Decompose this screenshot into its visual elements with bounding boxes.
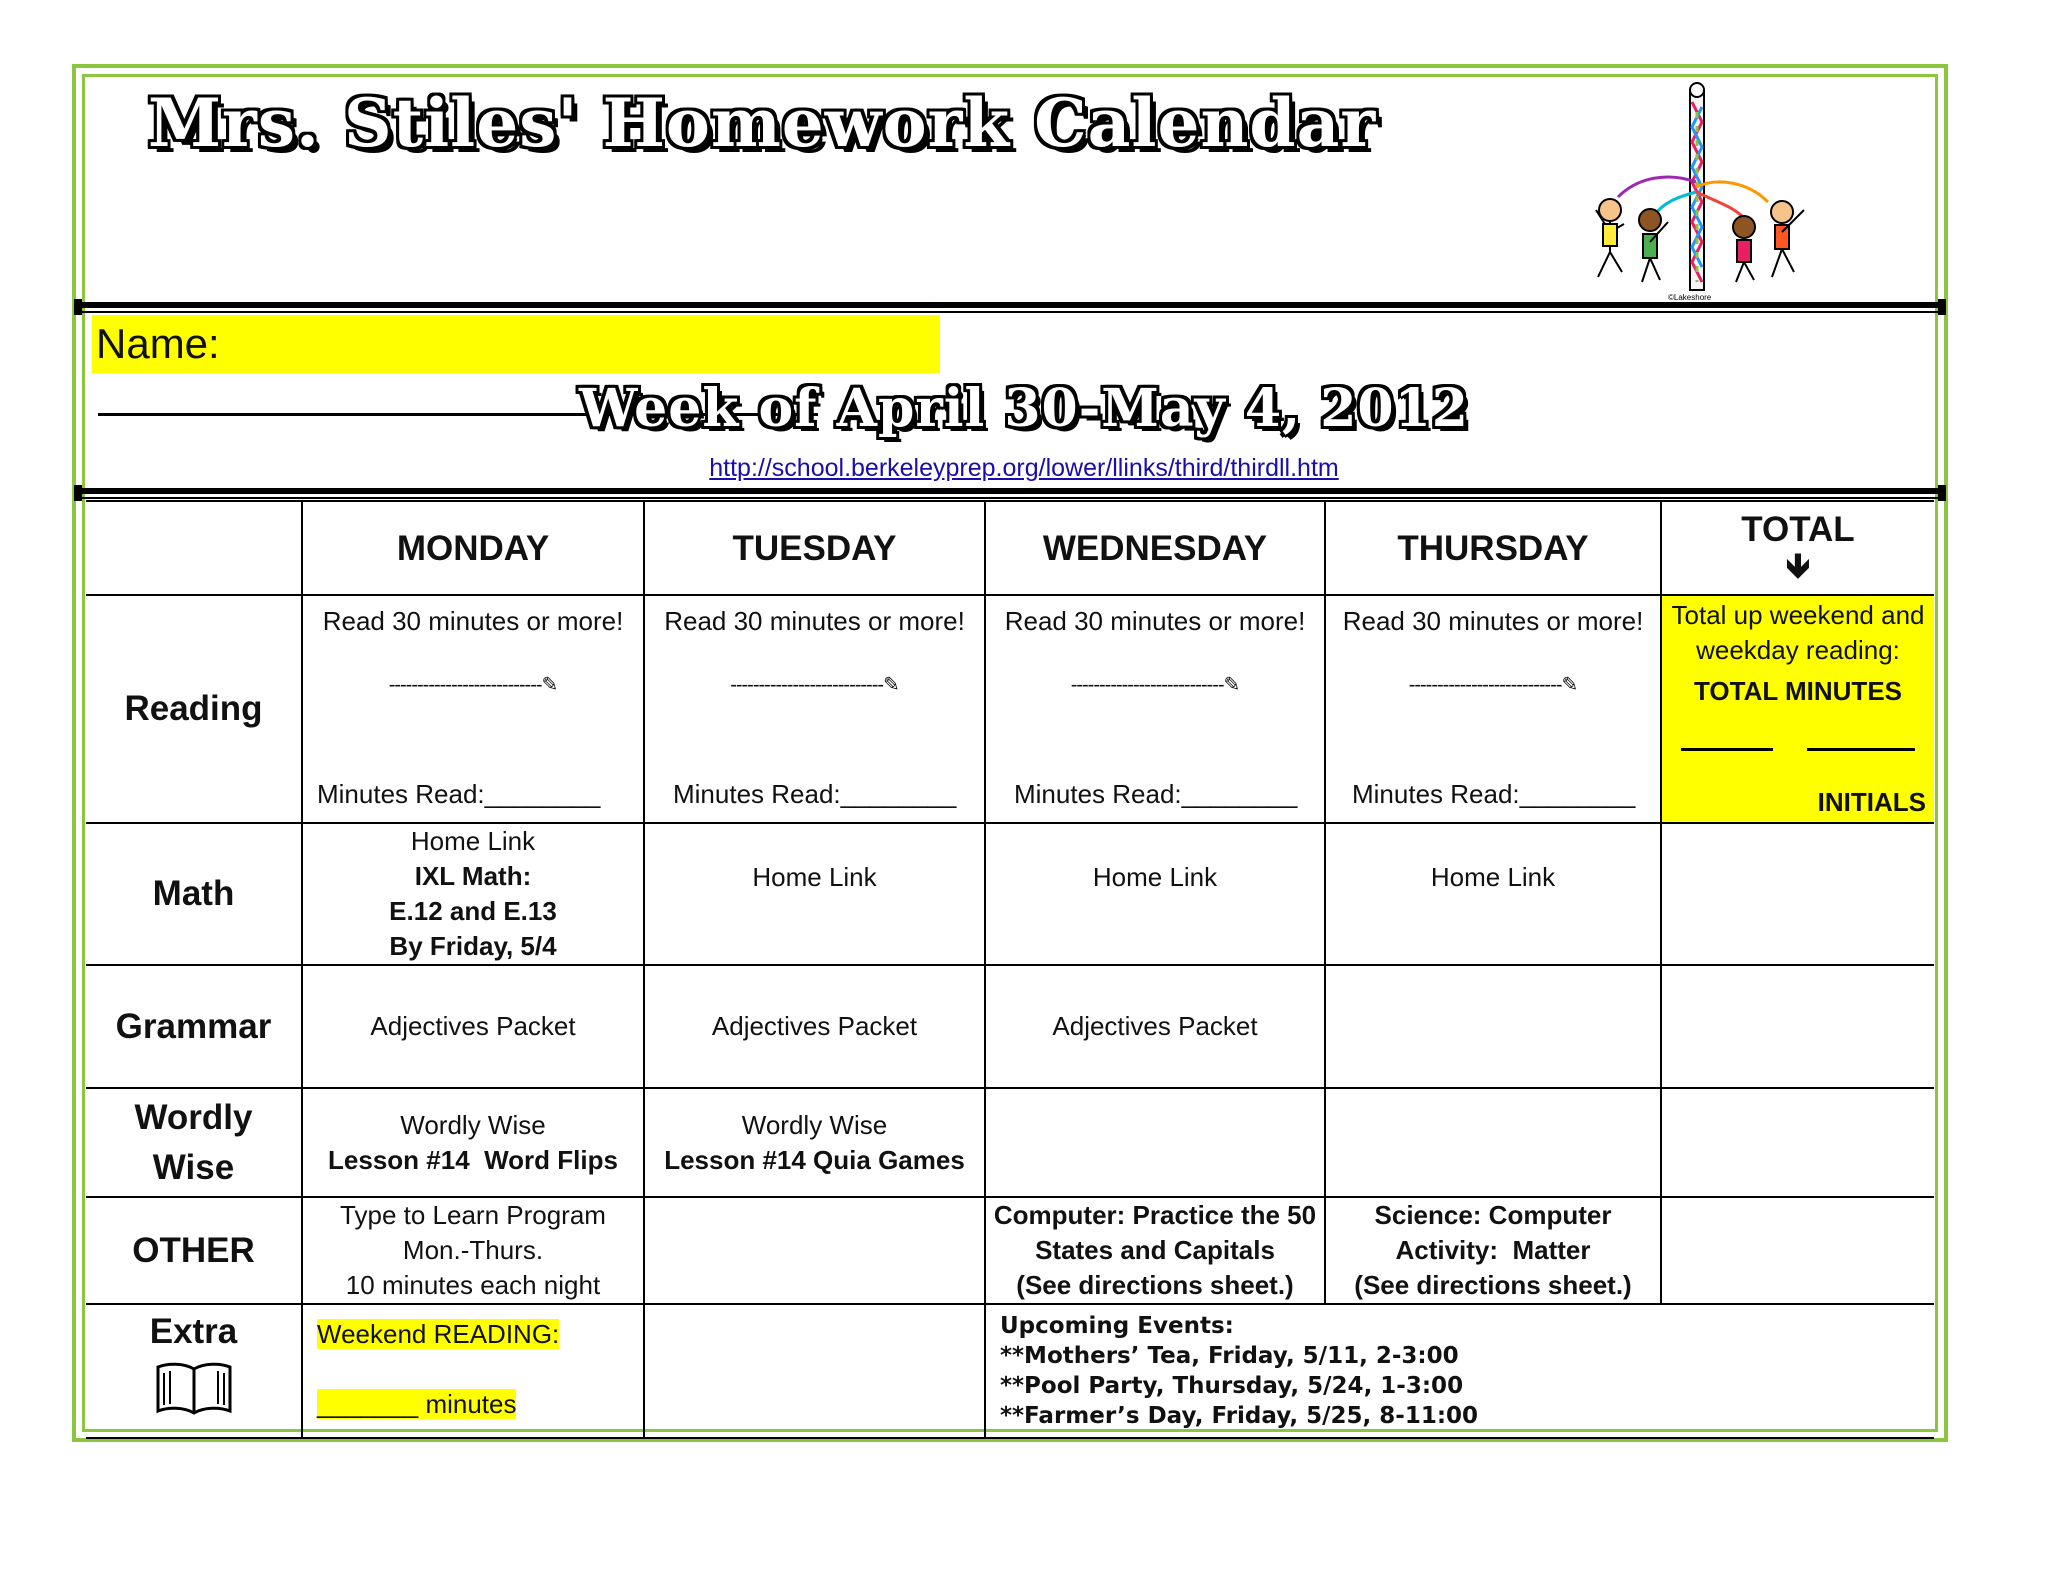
other-cell-monday [302, 1197, 644, 1304]
cell-text: By Friday, 5/4 [389, 931, 557, 961]
math-cell-tuesday [644, 823, 985, 965]
wordly-cell-thursday [1325, 1088, 1661, 1197]
initials-label: INITIALS [1817, 787, 1926, 817]
minutes-read-field[interactable]: Minutes Read:________ [673, 779, 957, 809]
upcoming-events [985, 1304, 1934, 1438]
cell-text: Adjectives Packet [370, 1011, 576, 1041]
image-credit: ©Lakeshore [1668, 293, 1712, 302]
open-book-icon [154, 1359, 234, 1419]
total-header [1661, 501, 1934, 595]
day-header-thursday: THURSDAY [1325, 501, 1661, 595]
cell-text: Type to Learn Program [340, 1200, 606, 1230]
pencil-icon: ✎ [1223, 674, 1240, 696]
reading-sign-line[interactable]: ---------------------------✎ [730, 674, 899, 696]
grammar-total-cell [1661, 965, 1934, 1088]
row-label-extra: Extra [86, 1304, 302, 1438]
cell-text: Mon.-Thurs. [402, 1235, 544, 1265]
extra-row [86, 1304, 1934, 1438]
cell-text: Adjectives Packet [711, 1011, 918, 1041]
pencil-icon: ✎ [883, 674, 899, 696]
other-total-cell [1661, 1197, 1934, 1304]
reading-link[interactable]: http://school.berkeleyprep.org/lower/llinks/third/thirdll.htm [709, 454, 1339, 482]
wordly-cell-wednesday [985, 1088, 1325, 1197]
row-label-grammar: Grammar [86, 965, 302, 1088]
event-item: **Pool Party, Thursday, 5/24, 1-3:00 [1000, 1373, 1464, 1399]
reading-cell-monday [302, 595, 644, 823]
math-cell-wednesday [985, 823, 1325, 965]
page-title: Mrs. Stiles' Homework Calendar [148, 84, 1377, 162]
other-cell-wednesday [985, 1197, 1325, 1304]
arrow-down-icon: 🡻 [1785, 547, 1811, 585]
reading-instruction: Read 30 minutes or more! [1342, 606, 1644, 636]
cell-text: Activity: Matter [1395, 1235, 1591, 1265]
day-header-wednesday: WEDNESDAY [985, 501, 1325, 595]
minutes-read-field[interactable]: Minutes Read:________ [1014, 779, 1298, 809]
divider-rule [74, 302, 1946, 308]
reading-sign-line[interactable]: ---------------------------✎ [1408, 674, 1578, 696]
homework-grid [86, 500, 1934, 1439]
week-title: Week of April 30-May 4, 2012 [579, 378, 1469, 439]
pencil-icon: ✎ [541, 674, 558, 696]
events-heading: Upcoming Events: [1000, 1313, 1234, 1339]
day-header-monday: MONDAY [302, 501, 644, 595]
row-label-wordly-wise: Wordly Wise [86, 1088, 302, 1197]
event-item: **Farmer’s Day, Friday, 5/25, 8-11:00 [1000, 1403, 1479, 1429]
wordly-cell-tuesday [644, 1088, 985, 1197]
reading-instruction: Read 30 minutes or more! [322, 606, 624, 636]
cell-text: (See directions sheet.) [1016, 1270, 1294, 1300]
header-row [86, 501, 1934, 595]
row-label-reading: Reading [86, 595, 302, 823]
cell-text: Science: Computer [1374, 1200, 1612, 1230]
reading-cell-wednesday [985, 595, 1325, 823]
grammar-cell-tuesday [644, 965, 985, 1088]
name-field[interactable] [92, 315, 940, 373]
cell-text: Wordly Wise [741, 1109, 888, 1140]
pencil-icon: ✎ [1561, 674, 1578, 696]
grammar-cell-wednesday [985, 965, 1325, 1088]
wordly-wise-row [86, 1088, 1934, 1197]
cell-text: Adjectives Packet [1052, 1011, 1258, 1041]
reading-instruction: Read 30 minutes or more! [664, 606, 965, 636]
total-header-label: TOTAL [1741, 510, 1855, 549]
row-label-other: OTHER [86, 1197, 302, 1304]
grammar-cell-monday [302, 965, 644, 1088]
event-item: **Mothers’ Tea, Friday, 5/11, 2-3:00 [1000, 1343, 1459, 1369]
reading-cell-tuesday [644, 595, 985, 823]
cell-text: Home Link [1430, 862, 1556, 892]
cell-text: Wordly Wise [400, 1109, 546, 1140]
other-row [86, 1197, 1934, 1304]
reading-sign-line[interactable]: ---------------------------✎ [1070, 674, 1240, 696]
cell-text: Home Link [410, 826, 536, 856]
weekend-reading-label: Weekend READING: [317, 1319, 560, 1349]
cell-text: Computer: Practice the 50 [993, 1200, 1317, 1230]
reading-row [86, 595, 1934, 823]
divider-rule [74, 488, 1946, 494]
math-cell-thursday [1325, 823, 1661, 965]
grammar-row [86, 965, 1934, 1088]
minutes-read-field[interactable]: Minutes Read:________ [1352, 779, 1636, 809]
reading-total-cell[interactable] [1661, 595, 1934, 823]
name-label: Name: [96, 320, 220, 367]
total-instruction: Total up weekend and weekday reading: [1671, 600, 1925, 665]
other-cell-tuesday [644, 1197, 985, 1304]
wordly-cell-monday [302, 1088, 644, 1197]
weekend-minutes-field[interactable]: _______ minutes [317, 1389, 517, 1419]
extra-cell-monday [302, 1304, 644, 1438]
corner-cell [86, 501, 302, 595]
row-label-math: Math [86, 823, 302, 965]
other-cell-thursday [1325, 1197, 1661, 1304]
extra-cell-tuesday [644, 1304, 985, 1438]
cell-text: Home Link [1092, 862, 1218, 892]
math-row [86, 823, 1934, 965]
cell-text: States and Capitals [1035, 1235, 1275, 1265]
wordly-total-cell [1661, 1088, 1934, 1197]
math-cell-monday [302, 823, 644, 965]
cell-text: Lesson #14 Word Flips [328, 1144, 618, 1175]
total-blank-lines[interactable] [1662, 722, 1934, 760]
total-minutes-label: TOTAL MINUTES [1694, 676, 1902, 706]
cell-text: Lesson #14 Quia Games [664, 1144, 965, 1175]
grammar-cell-thursday [1325, 965, 1661, 1088]
maypole-kids-illustration [1568, 82, 1818, 302]
math-total-cell [1661, 823, 1934, 965]
reading-instruction: Read 30 minutes or more! [1004, 606, 1306, 636]
minutes-read-field[interactable]: Minutes Read:________ [317, 779, 601, 809]
day-header-tuesday: TUESDAY [644, 501, 985, 595]
cell-text: Home Link [752, 862, 877, 892]
cell-text: (See directions sheet.) [1354, 1270, 1632, 1300]
reading-cell-thursday [1325, 595, 1661, 823]
cell-text: IXL Math: [414, 861, 532, 891]
reading-sign-line[interactable]: ---------------------------✎ [388, 674, 558, 696]
cell-text: 10 minutes each night [345, 1270, 601, 1300]
cell-text: E.12 and E.13 [389, 896, 557, 926]
